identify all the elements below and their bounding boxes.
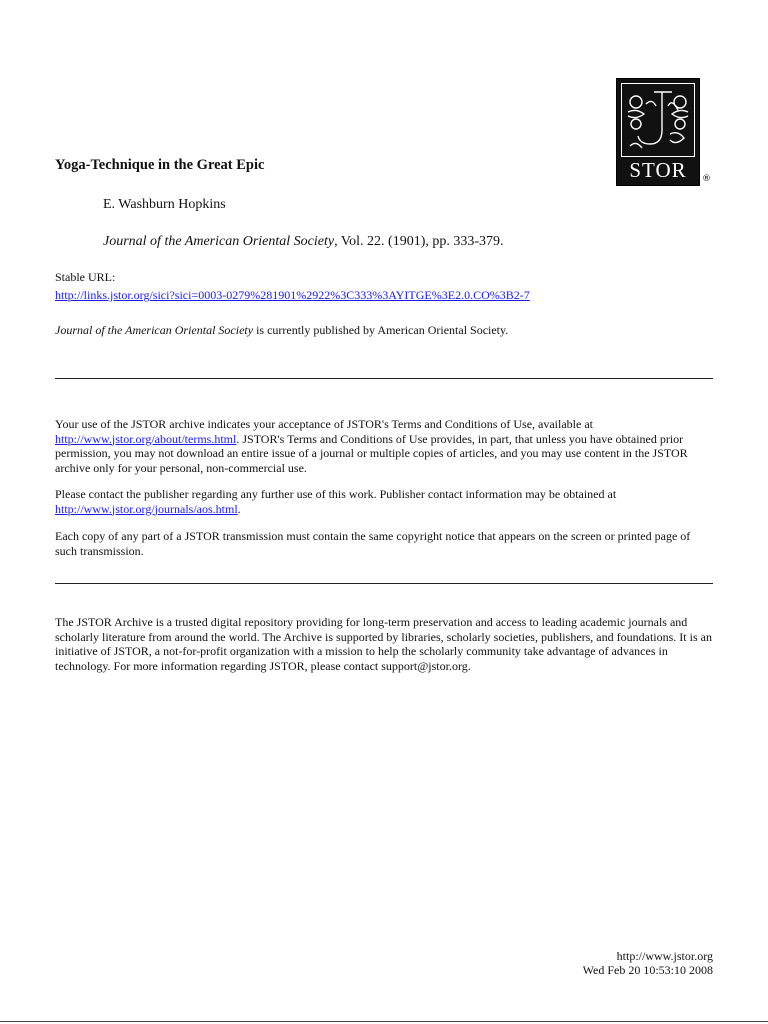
publisher-text: is currently published by American Oriental Society. (253, 323, 509, 337)
citation-details: , Vol. 22. (1901), pp. 333-379. (334, 234, 504, 249)
stable-url-label: Stable URL: (55, 270, 116, 284)
ornamental-j-icon (622, 84, 694, 156)
divider (55, 583, 713, 584)
footer (583, 949, 713, 977)
logo-ornament (621, 83, 695, 157)
terms-link[interactable]: http://www.jstor.org/about/terms.html (55, 431, 237, 446)
terms-text-continued: . JSTOR's Terms and Conditions of Use provides, in part, that unless you have obtained prior permission, you may not download an entire issue of a journal or multiple copies of articles, and you may use content in the JSTOR archive only for your personal, non-commercial use. (55, 431, 688, 475)
registered-mark: ® (702, 174, 711, 184)
page-bottom-edge (0, 1021, 768, 1022)
stable-url-link[interactable]: http://links.jstor.org/sici?sici=0003-0279%281901%2922%3C333%3AYITGE%3E2.0.CO%3B2-7 (55, 288, 530, 302)
footer-url: http://www.jstor.org (616, 949, 713, 963)
terms-paragraph (55, 417, 715, 475)
footer-timestamp: Wed Feb 20 10:53:10 2008 (582, 963, 713, 977)
logo-box (616, 78, 700, 186)
publisher-contact-link[interactable]: http://www.jstor.org/journals/aos.html (55, 501, 238, 516)
contact-paragraph (55, 487, 715, 516)
contact-period: . (237, 501, 241, 516)
logo-wordmark: STOR (629, 158, 687, 182)
copyright-paragraph: Each copy of any part of a JSTOR transmission must contain the same copyright notice that appears on the screen or printed page of such transmission. (55, 529, 691, 558)
journal-name: Journal of the American Oriental Society (103, 234, 335, 249)
jstor-logo (616, 78, 716, 188)
contact-text: Please contact the publisher regarding any further use of this work. Publisher contact information may be obtained at (55, 487, 617, 501)
about-paragraph: The JSTOR Archive is a trusted digital repository providing for long-term preservation and access to leading academic journals and scholarly literature from around the world. The Archive is supported by libraries, scholarly societies, publishers, and foundations. It is an initiative of JSTOR, a not-for-profit organization with a mission to help the scholarly community take advantage of advances in technology. For more information regarding JSTOR, please contact support@jstor.org. (55, 615, 712, 673)
publisher-journal: Journal of the American Oriental Society (55, 323, 254, 337)
divider (55, 378, 713, 379)
article-author: E. Washburn Hopkins (103, 197, 226, 212)
article-title: Yoga-Technique in the Great Epic (55, 157, 265, 173)
publisher-line (55, 323, 508, 338)
terms-text: Your use of the JSTOR archive indicates your acceptance of JSTOR's Terms and Conditions of Use, available at (55, 417, 593, 431)
article-citation (103, 234, 504, 250)
